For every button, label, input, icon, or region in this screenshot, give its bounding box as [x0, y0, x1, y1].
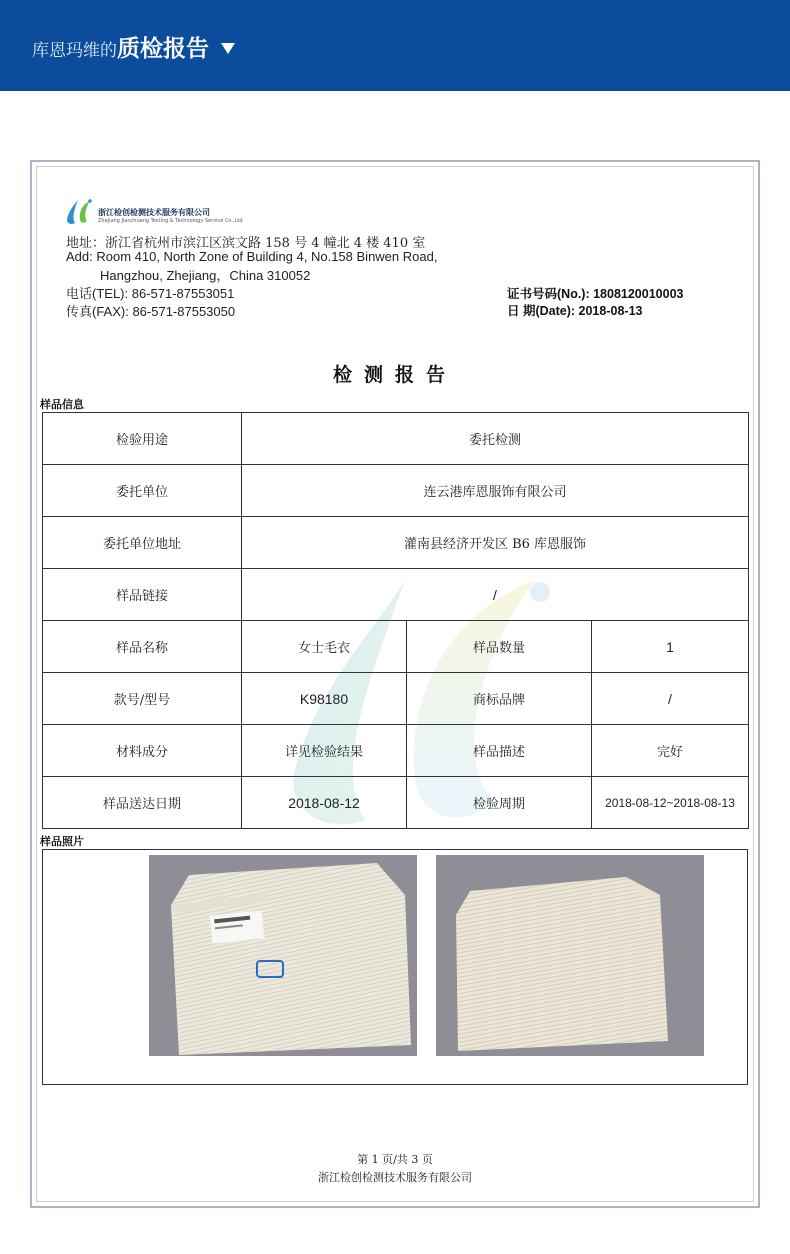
- company-name-cn: 浙江检创检测技术服务有限公司: [98, 208, 210, 217]
- brand-label: 商标品牌: [407, 673, 592, 725]
- table-row: [43, 777, 749, 829]
- top-banner: [0, 0, 790, 91]
- section-sample-info: 样品信息: [40, 398, 84, 411]
- table-row: [43, 569, 749, 621]
- delivery-date-label: 样品送达日期: [43, 777, 242, 829]
- address-en-line2: Hangzhou, Zhejiang，China 310052: [100, 268, 311, 283]
- client-label: 委托单位: [43, 465, 242, 517]
- table-row: [43, 517, 749, 569]
- address-cn: 地址：浙江省杭州市滨江区滨文路 158 号 4 幢北 4 楼 410 室: [66, 236, 426, 251]
- sample-name-label: 样品名称: [43, 621, 242, 673]
- model-label: 款号/型号: [43, 673, 242, 725]
- table-row: [43, 673, 749, 725]
- section-sample-photo: 样品照片: [40, 835, 84, 848]
- footer-company: 浙江检创检测技术服务有限公司: [318, 1171, 472, 1184]
- sample-photo-back: [436, 855, 704, 1056]
- table-row: [43, 413, 749, 465]
- client-value: 连云港库恩服饰有限公司: [242, 465, 749, 517]
- tel-line: 电话(TEL): 86-571-87553051: [66, 286, 235, 301]
- sample-quantity-value: 1: [592, 621, 749, 673]
- delivery-date-value: 2018-08-12: [242, 777, 407, 829]
- banner-title: 质检报告: [117, 36, 209, 62]
- sample-link-label: 样品链接: [43, 569, 242, 621]
- client-address-label: 委托单位地址: [43, 517, 242, 569]
- address-en-line1: Add: Room 410, North Zone of Building 4, No.158 Binwen Road,: [66, 249, 438, 264]
- company-logo-icon: [64, 198, 92, 226]
- sample-photo-front: [149, 855, 417, 1056]
- certificate-number: 证书号码(No.): 1808120010003: [507, 287, 684, 301]
- fax-line: 传真(FAX): 86-571-87553050: [66, 304, 236, 319]
- material-label: 材料成分: [43, 725, 242, 777]
- certificate-date: 日 期(Date): 2018-08-13: [507, 304, 643, 318]
- sample-name-value: 女士毛衣: [242, 621, 407, 673]
- inspection-period-value: 2018-08-12~2018-08-13: [592, 777, 749, 829]
- client-address-value: 灌南县经济开发区 B6 库恩服饰: [242, 517, 749, 569]
- report-title: 检测报告: [332, 364, 457, 386]
- model-value: K98180: [242, 673, 407, 725]
- banner-heading: [32, 30, 235, 63]
- sample-link-value: /: [242, 569, 749, 621]
- sample-info-table: [42, 412, 749, 829]
- sample-description-value: 完好: [592, 725, 749, 777]
- table-row: [43, 621, 749, 673]
- dropdown-triangle-icon: [221, 43, 235, 54]
- page-indicator: 第 1 页/共 3 页: [357, 1153, 433, 1166]
- banner-prefix: 库恩玛维的: [32, 41, 117, 61]
- table-row: [43, 465, 749, 517]
- sample-description-label: 样品描述: [407, 725, 592, 777]
- material-value: 详见检验结果: [242, 725, 407, 777]
- sample-quantity-label: 样品数量: [407, 621, 592, 673]
- inspection-period-label: 检验周期: [407, 777, 592, 829]
- purpose-value: 委托检测: [242, 413, 749, 465]
- table-row: [43, 725, 749, 777]
- company-name-en: Zhejiang Jianchuang Testing & Technology Service Co.,Ltd: [98, 218, 243, 224]
- purpose-label: 检验用途: [43, 413, 242, 465]
- brand-value: /: [592, 673, 749, 725]
